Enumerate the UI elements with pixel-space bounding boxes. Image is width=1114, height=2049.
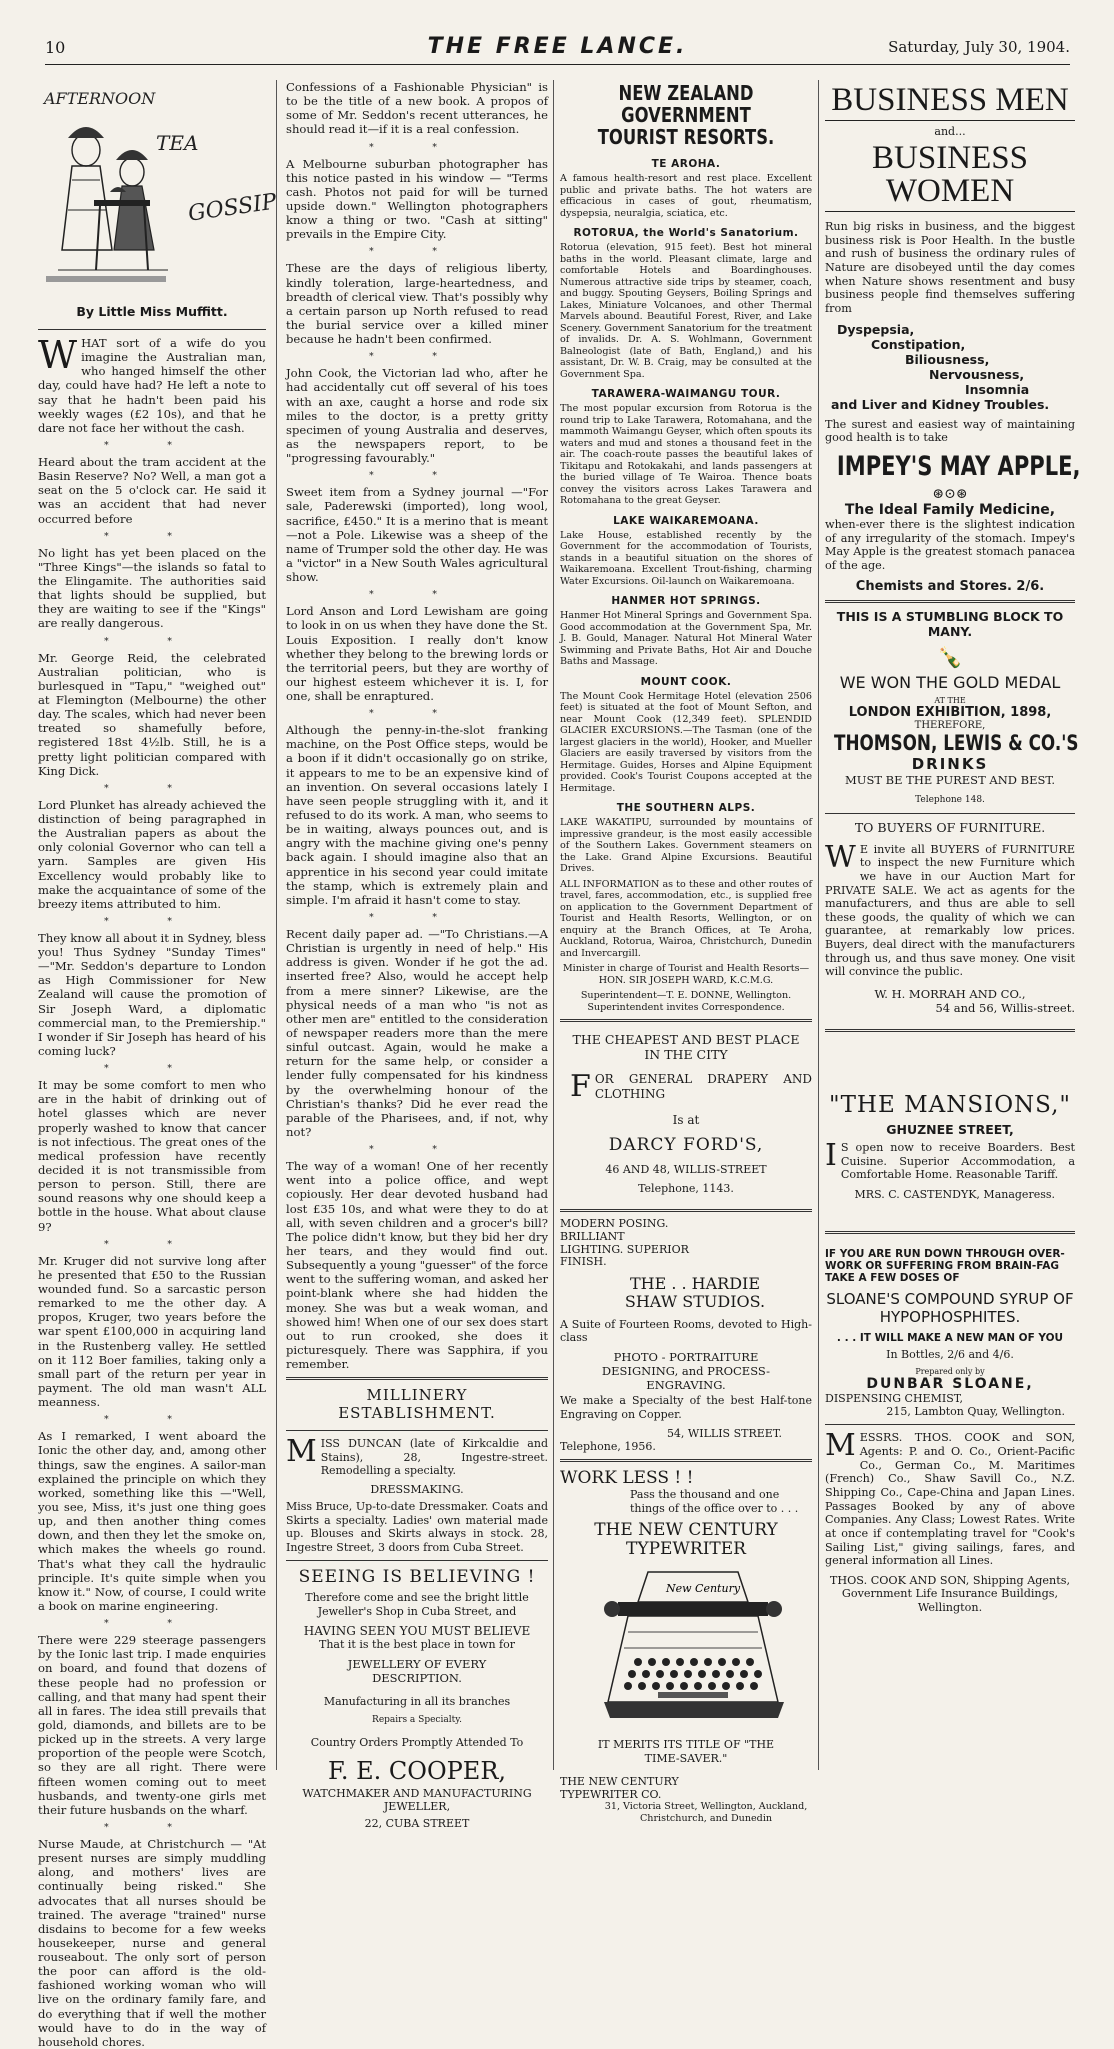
divider bbox=[38, 329, 266, 330]
column-rule bbox=[553, 80, 554, 1770]
therefore-text: THEREFORE, bbox=[914, 719, 986, 731]
asterism: * * bbox=[104, 916, 200, 927]
column-gossip-continued bbox=[286, 80, 548, 1831]
drinks-text: DRINKS bbox=[911, 754, 989, 773]
country-orders: Country Orders Promptly Attended To bbox=[310, 1735, 524, 1749]
gossip-paragraph bbox=[38, 333, 266, 435]
typewriter-title: THE NEW CENTURY TYPEWRITER bbox=[594, 1520, 778, 1559]
cook-signature: THOS. COOK AND SON, Shipping Agents, Government Life Insurance Buildings, Wellington. bbox=[829, 1573, 1071, 1615]
paragraph-text: OR GENERAL DRAPERY AND CLOTHING bbox=[594, 1072, 812, 1101]
cooper-trade: WATCHMAKER AND MANUFACTURING JEWELLER, bbox=[302, 1787, 532, 1814]
gossip-paragraph: Lord Plunket has already achieved the distinction of being paragraphed in the Australian papers as about the only colonial Governor who can tell a yarn. Samples are given His Excellency would probably like to make the acquaintance of some of the breezy items attributed to him. bbox=[38, 797, 266, 911]
impeys-ad bbox=[825, 82, 1081, 594]
jeweller-ad bbox=[286, 1567, 548, 1830]
drop-cap: F bbox=[570, 1069, 591, 1104]
section-text: The Mount Cook Hermitage Hotel (elevation 2506 feet) is situated at the foot of Mount Sefton, and near Mount Cook (12,349 feet). SPLENDID GLACIER EXCURSIONS.—The Tasman (one of the largest glaciers in the world), Hooker, and Mueller Glaciers are easily traversed by visitors from the Hermitage. Guides, Horses and Alpine Equipment provided. Cook's Tourist Coupons accepted at the Hermitage. bbox=[560, 690, 812, 794]
asterism: * * bbox=[104, 1619, 200, 1630]
stumbling-text: THIS IS A STUMBLING BLOCK TO MANY. bbox=[836, 608, 1064, 639]
sloane-title: SLOANE'S COMPOUND SYRUP OF HYPOPHOSPHITES. bbox=[826, 1290, 1074, 1327]
divider bbox=[286, 1430, 548, 1431]
divider bbox=[825, 600, 1075, 603]
ailment: Nervousness, bbox=[929, 366, 1025, 382]
gold-medal-text: WE WON THE GOLD MEDAL bbox=[839, 672, 1061, 692]
gossip-paragraph: They know all about it in Sydney, bless you! Thus Sydney "Sunday Times" —"Mr. Seddon's departure to London as High Commissioner for New Zealand will cause the promotion of Sir Joseph Ward, a diplomatic commercial man, to the Premiership." I wonder if Sir Joseph has heard of his coming luck? bbox=[38, 930, 266, 1059]
paragraph-text: E invite all BUYERS of FURNITURE to inspect the new Furniture which we have in our Auction Mart for PRIVATE SALE. We act as agents for the manufacturers, and thus are able to sell these goods, the quality of which we can guarantee, at remarkably low prices. Buyers, deal direct with the manufacturers through us, and thus save money. One visit will convince the public. bbox=[825, 842, 1075, 979]
section-heading: TARAWERA-WAIMANGU TOUR. bbox=[591, 388, 781, 400]
dressmaking-heading: DRESSMAKING. bbox=[370, 1483, 464, 1497]
section-heading: ROTORUA, the World's Sanatorium. bbox=[573, 227, 799, 239]
darcy-name: DARCY FORD'S, bbox=[608, 1135, 764, 1156]
drapery-ad bbox=[560, 1032, 812, 1195]
morrah-address: 54 and 56, Willis-street. bbox=[935, 1001, 1075, 1016]
asterism: * * bbox=[104, 531, 200, 542]
divider bbox=[825, 1424, 1075, 1425]
gossip-paragraph: Sweet item from a Sydney journal —"For sale, Paderewski (imported), long wool, sacrifice, £450." It is a merino that is meant—not a Pole. Likewise was a sheep of the name of Trumper sold the other day. He was a "victor" in a New South Wales agricultural show. bbox=[286, 485, 548, 585]
thomson-name: THOMSON, LEWIS & CO.'S bbox=[834, 730, 1079, 755]
studio-ad bbox=[560, 1218, 812, 1453]
jewellery-heading: JEWELLERY OF EVERY DESCRIPTION. bbox=[347, 1657, 487, 1686]
typewriter-address: 31, Victoria Street, Wellington, Auckland, Christchurch, and Dunedin bbox=[604, 1801, 808, 1824]
dressmaking-text: Miss Bruce, Up-to-date Dressmaker. Coats and Skirts a specialty. Ladies' own material made up. Blouses and Skirts always in stock. 28, Ingestre Street, 3 doors from Cuba Street. bbox=[286, 1500, 548, 1554]
seeing-title: SEEING IS BELIEVING ! bbox=[298, 1567, 536, 1588]
divider bbox=[825, 813, 1075, 814]
svg-text:New Century: New Century bbox=[666, 1582, 741, 1596]
cheapest-heading: THE CHEAPEST AND BEST PLACE IN THE CITY bbox=[572, 1032, 800, 1062]
asterism: * * bbox=[104, 440, 200, 451]
gossip-paragraph: Recent daily paper ad. —"To Christians.—A Christian is urgently in need of help." His address is given. Wonder if he got the ad. inserted free? Also, would he accept help from a mere sinner? Likewise, are the physical needs of a man who "is not as other men are" entitled to the consideration of newspaper readers more than the mere sinful outcast. Again, would he make a return for the same help, or consider a lender fully compensated for his kindness by the overwhelming honour of the Christian's thanks? Did he ever read the parable of the Pharisees, and, if not, why not? bbox=[286, 927, 548, 1139]
tourist-title: NEW ZEALAND GOVERNMENT TOURIST RESORTS. bbox=[597, 81, 775, 149]
chemists-text: Chemists and Stores. 2/6. bbox=[855, 578, 1045, 594]
studio-telephone: Telephone, 1956. bbox=[560, 1440, 656, 1454]
dunbar-name: DUNBAR SLOANE, bbox=[866, 1376, 1034, 1393]
page-header bbox=[45, 34, 1070, 65]
typewriter-illustration bbox=[588, 1562, 812, 1732]
drapery-text bbox=[570, 1069, 812, 1104]
lambton-address: 215, Lambton Quay, Wellington. bbox=[886, 1405, 1065, 1419]
page-number: 10 bbox=[45, 38, 66, 57]
drop-cap: W bbox=[825, 839, 856, 875]
section-text: Lake House, established recently by the Government for the accommodation of Tourists, stands in a beautiful situation on the shores of Waikaremoana. Excellent Trout-fishing, charming Water Excursions. Oil-launch on Waikaremoana. bbox=[560, 529, 812, 587]
millinery-title: MILLINERY ESTABLISHMENT. bbox=[338, 1386, 496, 1423]
impeys-name: IMPEY'S MAY APPLE, bbox=[836, 450, 1081, 482]
drop-cap: M bbox=[286, 1434, 317, 1470]
work-less: WORK LESS ! ! bbox=[560, 1468, 694, 1489]
ailment: Constipation, bbox=[871, 336, 966, 352]
asterism: * * bbox=[369, 590, 465, 601]
cook-ad bbox=[825, 1428, 1075, 1615]
castendyk-name: MRS. C. CASTENDYK, Manageress. bbox=[854, 1188, 1055, 1202]
section-heading: HANMER HOT SPRINGS. bbox=[611, 595, 761, 607]
rundown-text: IF YOU ARE RUN DOWN THROUGH OVER-WORK OR SUFFERING FROM BRAIN-FAG TAKE A FEW DOSES OF bbox=[825, 1248, 1065, 1285]
asterism: * * bbox=[369, 142, 465, 153]
issue-date: Saturday, July 30, 1904. bbox=[888, 38, 1070, 56]
typewriter-company: THE NEW CENTURY TYPEWRITER CO. bbox=[560, 1775, 679, 1802]
gossip-paragraph: John Cook, the Victorian lad who, after he had accidentally cut off several of his toes with an axe, caught a horse and rode six miles to the doctor, is a pretty gritty specimen of young Australia and deserves, as the newspapers report, to be "progressing favourably." bbox=[286, 366, 548, 466]
paragraph-text: ESSRS. THOS. COOK and SON, Agents: P. and O. Co., Orient-Pacific Co., German Co., M. Maritimes (French) Co., Shaw Savill Co., N.Z. Shipping Co., Cape-China and Japan Lines. Passages Booked by any of above Companies. Any Class; Lowest Rates. Write at once if contemplating travel for "Cook's Sailing List," giving sailings, fares, and general information all Lines. bbox=[825, 1431, 1075, 1568]
column-rule bbox=[276, 80, 277, 1770]
gossip-paragraph: A Melbourne suburban photographer has this notice pasted in his window — "Terms cash. Photos not paid for will be turned upside down." Wellington photographers know a thing or two. "Cash at sitting" prevails in the Empire City. bbox=[286, 156, 548, 242]
asterism: * * bbox=[104, 1415, 200, 1426]
divider bbox=[560, 1459, 812, 1462]
divider bbox=[560, 1209, 812, 1212]
halftone-text: We make a Specialty of the best Half-tone Engraving on Copper. bbox=[560, 1394, 812, 1421]
ailment: Insomnia bbox=[965, 381, 1030, 397]
merits-text: IT MERITS ITS TITLE OF "THE TIME-SAVER." bbox=[597, 1738, 775, 1765]
furniture-title: TO BUYERS OF FURNITURE. bbox=[854, 819, 1046, 835]
gossip-paragraph: It may be some comfort to men who are in the habit of drinking out of hotel glasses which are never properly washed to know that cancer is not infectious. The great ones of the medical profession have recently decided it is not transmissible from person to person. Still, there are sound reasons why one should keep a bottle in the house. What about clause 9? bbox=[38, 1078, 266, 1234]
gossip-paragraph: Although the penny-in-the-slot franking machine, on the Post Office steps, would be a boon if it didn't occasionally go on strike, it appears to me to be an expensive kind of an invention. On several occasions lately I have seen people struggling with it, and it refused to do its work. A man, who seems to be in waiting, always pounces out, and is angry with the machine giving one's penny back again. I should imagine also that an apprentice in his second year could imitate the stamp, which is extremely plain and simple. I'm afraid it hasn't come to stay. bbox=[286, 723, 548, 907]
purest-text: MUST BE THE PUREST AND BEST. bbox=[844, 772, 1055, 787]
gossip-paragraph: Lord Anson and Lord Lewisham are going to look in on us when they have done the St. Louis Exposition. I really don't know whether they belong to the brewing lords or the territorial peers, but they are worthy of our highest esteem whichever it is. I, for one, shall be enraptured. bbox=[286, 604, 548, 704]
svg-text:AFTERNOON: AFTERNOON bbox=[44, 89, 156, 108]
column-rule bbox=[818, 80, 819, 1770]
gossip-paragraph: No light has yet been placed on the "Three Kings"—the islands so fatal to the Elingamite. The authorities said that lights should be supplied, but they are waiting to see if the "Kings" are really dangerous. bbox=[38, 545, 266, 631]
darcy-address: 46 AND 48, WILLIS-STREET bbox=[605, 1163, 767, 1177]
column-tourist-resorts bbox=[560, 80, 812, 1824]
drop-cap: I bbox=[825, 1138, 837, 1174]
drop-cap: M bbox=[825, 1428, 856, 1464]
divider bbox=[560, 1019, 812, 1022]
gossip-paragraph: Nurse Maude, at Christchurch — "At present nurses are simply muddling along, and mothers' lives are continually being risked." She advocates that all nurses should be trained. The average "trained" nurse disdains to become for a few weeks housekeeper, nurse and general rouseabout. The only sort of person the poor can afford is the old-fashioned working woman who will live on the ordinary family fare, and do everything that if well the mother would have to do in the way of household chores. bbox=[38, 1836, 266, 2049]
sloane-ad bbox=[825, 1248, 1075, 1418]
morrah-name: W. H. MORRAH AND CO., bbox=[874, 987, 1026, 1002]
gossip-paragraph: As I remarked, I went aboard the Ionic the other day, and, among other things, saw the engines. A sailor-man explained the principle on which they worked, something like this —"Well, you see, Miss, it's just one thing goes up, and then another thing comes down, and then they let the smoke on, which makes the wheels go round. That's what they call the hydraulic principle. It's quite simple when you know it." Now, of course, I could write a book on marine engineering. bbox=[38, 1429, 266, 1613]
asterism: * * bbox=[369, 1145, 465, 1156]
divider bbox=[825, 1029, 1075, 1032]
section-text: LAKE WAKATIPU, surrounded by mountains of impressive grandeur, is the most easily accessible of the Southern Lakes. Government steamers on the Lake. Grand Alpine Excursions. Beautiful Drives. bbox=[560, 817, 812, 874]
divider bbox=[286, 1560, 548, 1561]
thomson-ad bbox=[825, 608, 1079, 805]
gossip-paragraph: There were 229 steerage passengers by the Ionic last trip. I made enquiries on board, and found that dozens of these people had no profession or calling, and that many had spent their all in fares. The idea still prevails that gold, diamonds, and billets are to be picked up in the streets. A very large proportion of the people were Scotch, so they are all right. There were fifteen women coming out to meet husbands, and twenty-one girls met their future husbands on the wharf. bbox=[38, 1633, 266, 1817]
bottles-text: In Bottles, 2/6 and 4/6. bbox=[886, 1348, 1014, 1362]
section-heading: LAKE WAIKAREMOANA. bbox=[613, 514, 759, 527]
millinery-text bbox=[286, 1434, 548, 1478]
cook-text bbox=[825, 1428, 1075, 1568]
svg-text:TEA: TEA bbox=[156, 131, 199, 155]
cartoon-illustration bbox=[38, 80, 279, 298]
bottle-icon: 🍾 bbox=[937, 644, 963, 669]
section-heading: THE SOUTHERN ALPS. bbox=[616, 802, 756, 814]
posing-text: MODERN POSING. BRILLIANT LIGHTING. SUPERIOR FINISH. bbox=[560, 1217, 689, 1269]
seeing-text: Therefore come and see the bright little Jeweller's Shop in Cuba Street, and bbox=[305, 1591, 529, 1618]
section-text: Hanmer Hot Mineral Springs and Government Spa. Good accommodation at the Government Spa, Mr. J. B. Gould, Manager. Natural Hot Mineral Water Swimming and Private Baths, Hot Air and Douche Baths and Massage. bbox=[560, 610, 812, 667]
section-heading: MOUNT COOK. bbox=[640, 675, 732, 688]
studio-name: THE . . HARDIE SHAW STUDIOS. bbox=[624, 1273, 766, 1312]
manufacturing-text: Manufacturing in all its branches bbox=[323, 1695, 511, 1709]
section-text: A famous health-resort and rest place. Excellent public and private baths. The hot waters are efficacious in cases of gout, rheumatism, dyspepsia, neuralgia, sciatica, etc. bbox=[560, 173, 812, 219]
typewriter-ad bbox=[560, 1468, 812, 1824]
is-at: Is at bbox=[672, 1113, 700, 1128]
gossip-paragraph: Confessions of a Fashionable Physician" is to be the title of a new book. A propos of some of Mr. Seddon's recent utterances, he should read it—if it is a real confession. bbox=[286, 80, 548, 137]
studio-address: 54, WILLIS STREET. bbox=[666, 1427, 782, 1441]
surest-text: The surest and easiest way of maintaining good health is to take bbox=[825, 417, 1075, 445]
column-advertisements bbox=[825, 80, 1081, 1770]
having-heading: HAVING SEEN YOU MUST BELIEVE bbox=[303, 1623, 531, 1638]
darcy-telephone: Telephone, 1143. bbox=[638, 1182, 734, 1196]
asterism: * * bbox=[369, 247, 465, 258]
new-man-text: . . . IT WILL MAKE A NEW MAN OF YOU bbox=[836, 1332, 1064, 1345]
business-men-title: BUSINESS MEN bbox=[825, 84, 1075, 121]
mansions-text bbox=[825, 1138, 1075, 1182]
superintendent-text: Superintendent—T. E. DONNE, Wellington. Superintendent invites Correspondence. bbox=[580, 990, 792, 1013]
ornament-icon: ⊛⊙⊛ bbox=[932, 485, 968, 502]
gossip-paragraph: The way of a woman! One of her recently went into a police office, and wept copiously. Her dear devoted husband had lost £35 10s, and what were they to do at all, with seven children and a grocer's bill? The police didn't know, but they bid her dry her tears, and they would find out. Subsequently a young "guesser" of the force went to the suffering woman, and asked her point-blank where she had hidden the money. She was but a weak woman, and showed him! When one of our sex does start out to run crooked, she does it picturesquely. There was Sapphira, if you remember. bbox=[286, 1159, 548, 1372]
byline: By Little Miss Muffitt. bbox=[76, 304, 228, 319]
impeys-text: Run big risks in business, and the biggest business risk is Poor Health. In the bustle and rush of business the ordinary rules of Nature are disobeyed until the day comes when Nature shows resentment and busy business people find themselves suffering from bbox=[825, 220, 1075, 315]
asterism: * * bbox=[104, 1822, 200, 1833]
and-text: and... bbox=[934, 125, 966, 138]
asterism: * * bbox=[369, 709, 465, 720]
suite-text: A Suite of Fourteen Rooms, devoted to High-class bbox=[560, 1317, 812, 1344]
furniture-text bbox=[825, 839, 1075, 980]
when-text: when-ever there is the slightest indication of any irregularity of the stomach. Impey's May Apple is the greatest stomach panacea of the age. bbox=[825, 517, 1075, 572]
asterism: * * bbox=[369, 352, 465, 363]
london-text: LONDON EXHIBITION, 1898, bbox=[848, 704, 1052, 720]
ideal-text: The Ideal Family Medicine, bbox=[844, 501, 1056, 518]
divider bbox=[825, 1231, 1075, 1234]
asterism: * * bbox=[104, 1064, 200, 1075]
prepared-text: Prepared only by bbox=[915, 1367, 985, 1377]
having-text: That it is the best place in town for bbox=[319, 1637, 515, 1651]
cooper-name: F. E. COOPER, bbox=[327, 1757, 507, 1786]
drop-cap: W bbox=[38, 333, 78, 377]
ailment: and Liver and Kidney Troubles. bbox=[831, 396, 1050, 412]
furniture-ad bbox=[825, 820, 1075, 1016]
ailment: Biliousness, bbox=[905, 351, 990, 367]
paragraph-text: ISS DUNCAN (late of Kirkcaldie and Stains), 28, Ingestre-street. Remodelling a specialty. bbox=[320, 1437, 548, 1478]
gossip-paragraph: Heard about the tram accident at the Basin Reserve? No? Well, a man got a seat on the 5 o'clock car. He said it was an accident that had never occurred before bbox=[38, 454, 266, 526]
chemist-text: DISPENSING CHEMIST, bbox=[825, 1392, 963, 1406]
section-text: Rotorua (elevation, 915 feet). Best hot mineral baths in the world. Pleasant climate, large and comfortable Hotels and Boardinghouses. Numerous attractive side trips by steamer, coach, and buggy. Spouting Geysers, Boiling Springs and Lakes, Miniature Volcanoes, and other Thermal Marvels abound. Beautiful Forest, River, and Lake Scenery. Government Sanatorium for the treatment of invalids. Dr. A. S. Wohlmann, Government Balneologist (late of Bath, England,) and his assistant, Dr. W. B. Craig, may be consulted at the Government Spa. bbox=[560, 242, 812, 380]
pass-text: Pass the thousand and one things of the office over to . . . bbox=[630, 1488, 799, 1515]
mansions-ad bbox=[825, 1092, 1075, 1201]
paragraph-text: HAT sort of a wife do you imagine the Australian man, who hanged himself the other day, could have had? He left a note to say that he hadn't been paid his weekly wages (£2 10s), and that he dare not face her without the cash. bbox=[38, 336, 266, 435]
svg-text:GOSSIP: GOSSIP bbox=[186, 189, 279, 227]
asterism: * * bbox=[104, 1239, 200, 1250]
section-text: ALL INFORMATION as to these and other routes of travel, fares, accommodation, etc., is supplied free on application to the Government Department of Tourist and Health Resorts, Wellington, or on enquiry at the Branch Offices, at Te Aroha, Auckland, Rotorua, Wairoa, Christchurch, Dunedin and Invercargill. bbox=[560, 878, 812, 959]
gossip-paragraph: Mr. Kruger did not survive long after he presented that £50 to the Russian wounded fund. So a sarcastic person remarked to me the other day. A propos, Kruger, two years before the war spent £100,000 in acquiring land in the Rustenberg valley. He settled on it 112 Boer families, taking only a small part of the return per year in payment. The old man wasn't ALL meanness. bbox=[38, 1253, 266, 1410]
millinery-ad bbox=[286, 1386, 548, 1554]
masthead: THE FREE LANCE. bbox=[427, 34, 688, 59]
at-the-text: AT THE bbox=[934, 695, 966, 705]
business-women-title: BUSINESS WOMEN bbox=[825, 142, 1075, 212]
paragraph-text: S open now to receive Boarders. Best Cuisine. Superior Accommodation, a Comfortable Home. Reasonable Tariff. bbox=[840, 1141, 1075, 1182]
asterism: * * bbox=[369, 471, 465, 482]
section-text: The most popular excursion from Rotorua is the round trip to Lake Tarawera, Rotomahana, and the mammoth Waimangu Geyser, which often spouts its waters and mud and stones a thousand feet in the air. The coach-route passes the beautiful lakes of Tikitapu and Rotokakahi, and lands passengers at the buried village of Te Wairoa. Thence boats convey the visitors across Lakes Tarawera and Rotomahana to the great Geyser. bbox=[560, 403, 812, 506]
asterism: * * bbox=[369, 913, 465, 924]
divider bbox=[286, 1377, 548, 1380]
asterism: * * bbox=[104, 636, 200, 647]
asterism: * * bbox=[104, 783, 200, 794]
ailment: Dyspepsia, bbox=[837, 321, 915, 337]
photo-services: PHOTO - PORTRAITURE DESIGNING, and PROCESS-ENGRAVING. bbox=[601, 1350, 771, 1393]
mansions-title: "THE MANSIONS," bbox=[828, 1092, 1071, 1119]
repairs-text: Repairs a Specialty. bbox=[372, 1714, 462, 1725]
gossip-paragraph: Mr. George Reid, the celebrated Australian politician, who is burlesqued in "Tapu," "weighed out" at Flemington (Melbourne) the other day. The scales, which had never been treated so shamefully before, registered 18st 4½lb. Still, he is a pretty light politician compared with King Dick. bbox=[38, 650, 266, 778]
section-heading: TE AROHA. bbox=[651, 158, 721, 170]
telephone-148: Telephone 148. bbox=[915, 794, 985, 805]
minister-text: Minister in charge of Tourist and Health Resorts—HON. SIR JOSEPH WARD, K.C.M.G. bbox=[562, 963, 810, 986]
ghuznee-text: GHUZNEE STREET, bbox=[886, 1122, 1014, 1138]
cooper-address: 22, CUBA STREET bbox=[364, 1817, 470, 1831]
gossip-paragraph: These are the days of religious liberty, kindly toleration, large-heartedness, and breadth of clerical view. That's possibly why a certain parson up North refused to read the burial service over a killed miner because he hadn't been confirmed. bbox=[286, 261, 548, 347]
column-gossip bbox=[38, 80, 279, 2049]
